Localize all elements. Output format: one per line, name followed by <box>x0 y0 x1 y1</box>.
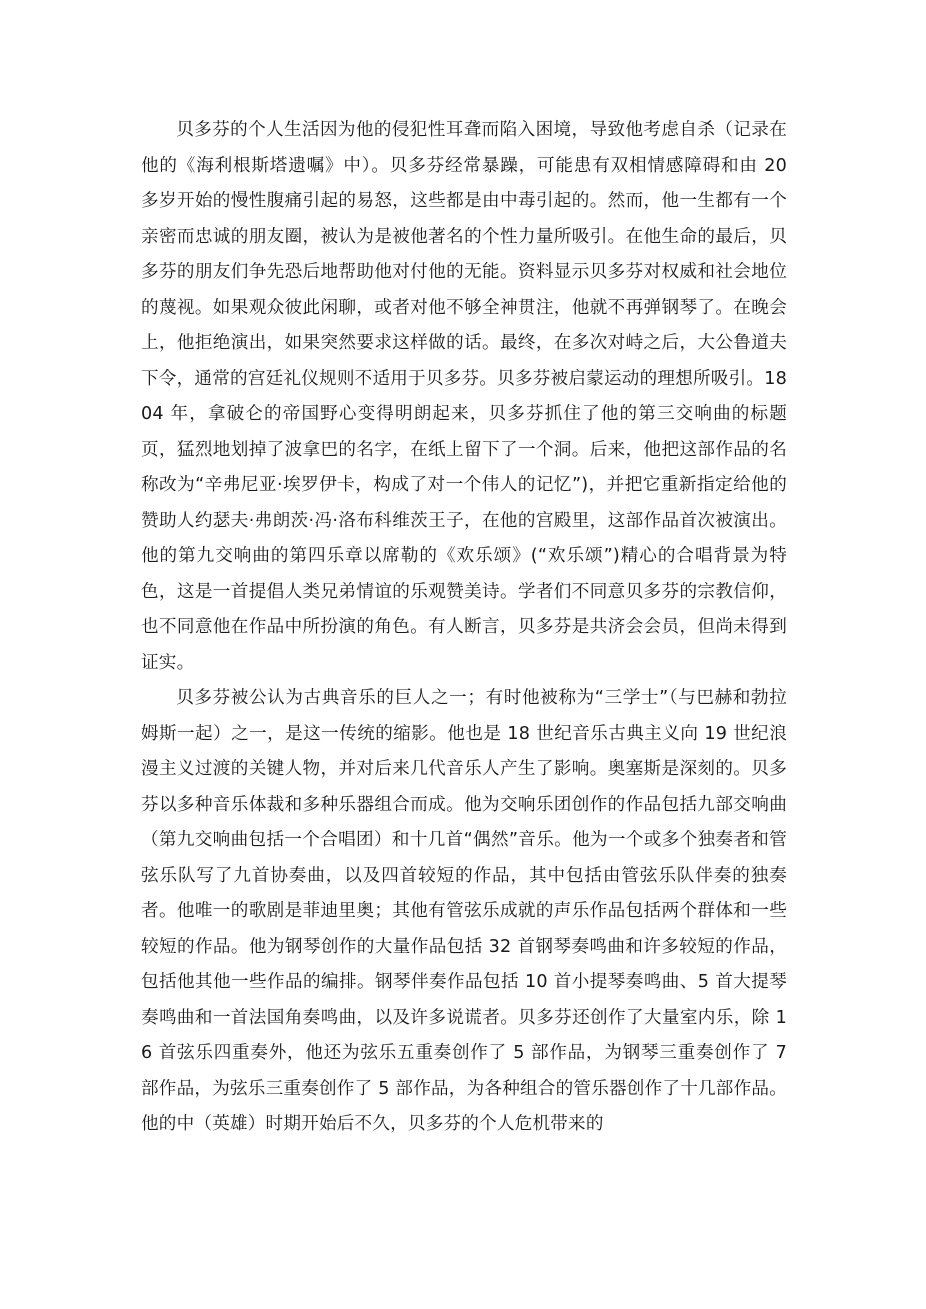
document-body <box>141 113 787 1143</box>
paragraph-musical-legacy: 贝多芬被公认为古典音乐的巨人之一；有时他被称为“三学士”（与巴赫和勃拉姆斯一起）之一，是这一传统的缩影。他也是 18 世纪音乐古典主义向 19 世纪浪漫主义过渡的关键人物，并对后来几代音乐人产生了影响。奥塞斯是深刻的。贝多芬以多种音乐体裁和多种乐器组合而成。他为交响乐团创作的作品包括九部交响曲（第九交响曲包括一个合唱团）和十几首“偶然”音乐。他为一个或多个独奏者和管弦乐队写了九首协奏曲，以及四首较短的作品，其中包括由管弦乐队伴奏的独奏者。他唯一的歌剧是菲迪里奥；其他有管弦乐成就的声乐作品包括两个群体和一些较短的作品。他为钢琴创作的大量作品包括 32 首钢琴奏鸣曲和许多较短的作品，包括他其他一些作品的编排。钢琴伴奏作品包括 10 首小提琴奏鸣曲、5 首大提琴奏鸣曲和一首法国角奏鸣曲，以及许多说谎者。贝多芬还创作了大量室内乐，除 16 首弦乐四重奏外，他还为弦乐五重奏创作了 5 部作品，为钢琴三重奏创作了 7 部作品，为弦乐三重奏创作了 5 部作品，为各种组合的管乐器创作了十几部作品。他的中（英雄）时期开始后不久，贝多芬的个人危机带来的 <box>141 688 787 1134</box>
paragraph-personal-life: 贝多芬的个人生活因为他的侵犯性耳聋而陷入困境，导致他考虑自杀（记录在他的《海利根斯塔遗嘱》中）。贝多芬经常暴躁，可能患有双相情感障碍和由 20 多岁开始的慢性腹痛引起的易怒，这些都是由中毒引起的。然而，他一生都有一个亲密而忠诚的朋友圈，被认为是被他著名的个性力量所吸引。在他生命的最后，贝多芬的朋友们争先恐后地帮助他对付他的无能。资料显示贝多芬对权威和社会地位的蔑视。如果观众彼此闲聊，或者对他不够全神贯注，他就不再弹钢琴了。在晚会上，他拒绝演出，如果突然要求这样做的话。最终，在多次对峙之后，大公鲁道夫下令，通常的宫廷礼仪规则不适用于贝多芬。贝多芬被启蒙运动的理想所吸引。1804 年，拿破仑的帝国野心变得明朗起来，贝多芬抓住了他的第三交响曲的标题页，猛烈地划掉了波拿巴的名字，在纸上留下了一个洞。后来，他把这部作品的名称改为“辛弗尼亚·埃罗伊卡，构成了对一个伟人的记忆”)，并把它重新指定给他的赞助人约瑟夫·弗朗茨·冯·洛布科维茨王子，在他的宫殿里，这部作品首次被演出。他的第九交响曲的第四乐章以席勒的《欢乐颂》(“欢乐颂”)精心的合唱背景为特色，这是一首提倡人类兄弟情谊的乐观赞美诗。学者们不同意贝多芬的宗教信仰，也不同意他在作品中所扮演的角色。有人断言，贝多芬是共济会会员，但尚未得到证实。 <box>141 120 787 673</box>
